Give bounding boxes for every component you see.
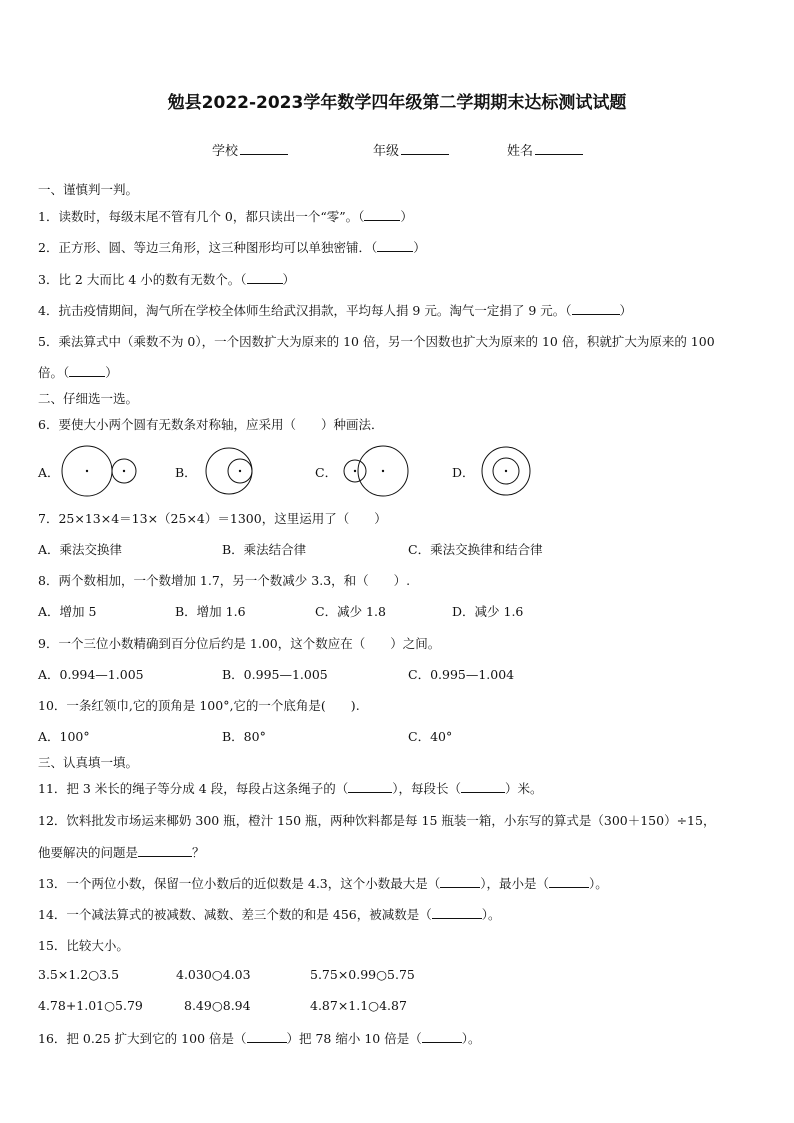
question-16 [38, 1029, 480, 1047]
q4-text: 4．抗击疫情期间，淘气所在学校全体师生给武汉捐款，平均每人捐 9 元。淘气一定捐了 9 元。（ [38, 303, 572, 318]
q8-option-a[interactable]: A．增加 5 [38, 604, 97, 619]
grade-label: 年级 [373, 144, 400, 159]
q6-option-d-label[interactable]: D． [452, 465, 475, 480]
q5-cont: 倍。（ [38, 365, 70, 380]
q9-option-c[interactable]: C．0.995—1.004 [408, 667, 515, 682]
q13-text-2: ），最小是（ [480, 876, 550, 891]
q5-end: ） [105, 365, 118, 380]
q11-text-2: ），每段长（ [392, 781, 461, 796]
name-label: 姓名 [507, 144, 534, 159]
question-5 [38, 332, 715, 350]
q14-answer-blank[interactable] [432, 906, 482, 919]
q11-text-3: ）米。 [504, 781, 543, 796]
grade-field[interactable] [373, 140, 449, 159]
q12-cont: 他要解决的问题是 [38, 845, 139, 860]
question-9: 9．一个三位小数精确到百分位后约是 1.00，这个数应在（ ）之间。 [38, 636, 441, 651]
section-heading-choose: 二、仔细选一选。 [38, 391, 139, 406]
q6-option-c-figure[interactable] [340, 443, 412, 499]
q15-compare-1[interactable]: 3.5×1.2○3.5 [38, 967, 120, 982]
page-title: 勉县2022-2023学年数学四年级第二学期期末达标测试试题 [167, 93, 627, 113]
q6-option-d-figure[interactable] [479, 443, 535, 499]
q1-text: 1．读数时，每级末尾不管有几个 0，都只读出一个“零”。（ [38, 209, 365, 224]
q15-compare-3[interactable]: 5.75×0.99○5.75 [310, 967, 415, 982]
section-heading-fill: 三、认真填一填。 [38, 755, 139, 770]
question-13 [38, 874, 608, 892]
question-2 [38, 238, 426, 256]
school-blank[interactable] [240, 142, 288, 155]
q13-text-3: ）。 [589, 876, 608, 891]
q7-option-c[interactable]: C．乘法交换律和结合律 [408, 542, 543, 557]
q3-end: ） [282, 272, 296, 287]
q1-end: ） [400, 209, 413, 224]
question-4 [38, 301, 632, 319]
q6-option-c-label[interactable]: C． [315, 465, 338, 480]
q14-text-2: ）。 [481, 907, 501, 922]
concentric-circles-icon [479, 443, 535, 499]
q7-option-b[interactable]: B．乘法结合律 [222, 542, 307, 557]
q11-text-1: 11．把 3 米长的绳子等分成 4 段，每段占这条绳子的（ [38, 781, 349, 796]
q13-text-1: 13．一个两位小数，保留一位小数后的近似数是 4.3，这个小数最大是（ [38, 876, 441, 891]
q3-text: 3．比 2 大而比 4 小的数有无数个。（ [38, 272, 247, 287]
q6-option-a-label[interactable]: A． [38, 465, 60, 480]
question-10: 10．一条红领巾,它的顶角是 100°,它的一个底角是( ). [38, 698, 360, 713]
q4-answer-blank[interactable] [572, 302, 620, 315]
question-3 [38, 270, 295, 288]
q6-option-b-figure[interactable] [203, 443, 259, 499]
q16-text-2: ）把 78 缩小 10 倍是（ [286, 1031, 422, 1046]
question-5-continued [38, 363, 118, 381]
section-heading-judge: 一、谨慎判一判。 [38, 182, 139, 197]
question-15: 15．比较大小。 [38, 938, 129, 953]
school-label: 学校 [212, 144, 239, 159]
question-12-continued [38, 843, 205, 861]
q9-option-a[interactable]: A．0.994—1.005 [38, 667, 144, 682]
name-blank[interactable] [535, 142, 583, 155]
q5-text: 5．乘法算式中（乘数不为 0），一个因数扩大为原来的 10 倍，另一个因数也扩大为原来的 10 倍，积就扩大为原来的 100 [38, 334, 715, 349]
q8-option-b[interactable]: B．增加 1.6 [175, 604, 246, 619]
q2-text: 2．正方形、圆、等边三角形，这三种图形均可以单独密铺．（ [38, 240, 378, 255]
q5-answer-blank[interactable] [69, 364, 105, 377]
question-14 [38, 905, 501, 923]
q1-answer-blank[interactable] [364, 208, 400, 221]
question-8: 8．两个数相加，一个数增加 1.7，另一个数减少 3.3，和（ ）. [38, 573, 411, 588]
q16-text-1: 16．把 0.25 扩大到它的 100 倍是（ [38, 1031, 247, 1046]
question-12: 12．饮料批发市场运来椰奶 300 瓶，橙汁 150 瓶，两种饮料都是每 15 瓶装一箱，小东写的算式是（300＋150）÷15， [38, 813, 716, 828]
q9-option-b[interactable]: B．0.995—1.005 [222, 667, 328, 682]
q7-option-a[interactable]: A．乘法交换律 [38, 542, 123, 557]
q4-end: ） [619, 303, 633, 318]
q8-option-c[interactable]: C．减少 1.8 [315, 604, 386, 619]
q14-text-1: 14．一个减法算式的被减数、减数、差三个数的和是 456，被减数是（ [38, 907, 432, 922]
q10-option-b[interactable]: B．80° [222, 729, 266, 744]
q12-end: ？ [192, 845, 205, 860]
q11-answer-blank-2[interactable] [461, 780, 505, 793]
q6-option-b-label[interactable]: B． [175, 465, 197, 480]
question-7: 7．25×13×4＝13×（25×4）＝1300，这里运用了（ ） [38, 511, 387, 526]
q11-answer-blank-1[interactable] [348, 780, 392, 793]
question-11 [38, 779, 543, 797]
circles-internally-tangent-icon [203, 443, 259, 499]
name-field[interactable] [507, 140, 583, 159]
q10-option-a[interactable]: A．100° [38, 729, 90, 744]
q2-answer-blank[interactable] [377, 239, 413, 252]
q16-answer-blank-1[interactable] [247, 1030, 287, 1043]
grade-blank[interactable] [401, 142, 449, 155]
q15-compare-5[interactable]: 8.49○8.94 [184, 998, 251, 1013]
q15-compare-6[interactable]: 4.87×1.1○4.87 [310, 998, 407, 1013]
q12-answer-blank[interactable] [138, 844, 192, 857]
circles-overlapping-icon [340, 443, 412, 499]
q10-option-c[interactable]: C．40° [408, 729, 453, 744]
q3-answer-blank[interactable] [247, 271, 283, 284]
q13-answer-blank-1[interactable] [440, 875, 480, 888]
q13-answer-blank-2[interactable] [549, 875, 589, 888]
q2-end: ） [413, 240, 426, 255]
question-6: 6．要使大小两个圆有无数条对称轴，应采用（ ）种画法． [38, 417, 384, 432]
q15-compare-4[interactable]: 4.78+1.01○5.79 [38, 998, 143, 1013]
q16-answer-blank-2[interactable] [422, 1030, 462, 1043]
question-1 [38, 207, 413, 225]
q16-text-3: ）。 [461, 1031, 481, 1046]
circles-side-by-side-icon [60, 443, 142, 499]
q15-compare-2[interactable]: 4.030○4.03 [176, 967, 251, 982]
school-field[interactable] [212, 140, 288, 159]
q6-option-a-figure[interactable] [60, 443, 142, 499]
q8-option-d[interactable]: D．减少 1.6 [452, 604, 524, 619]
